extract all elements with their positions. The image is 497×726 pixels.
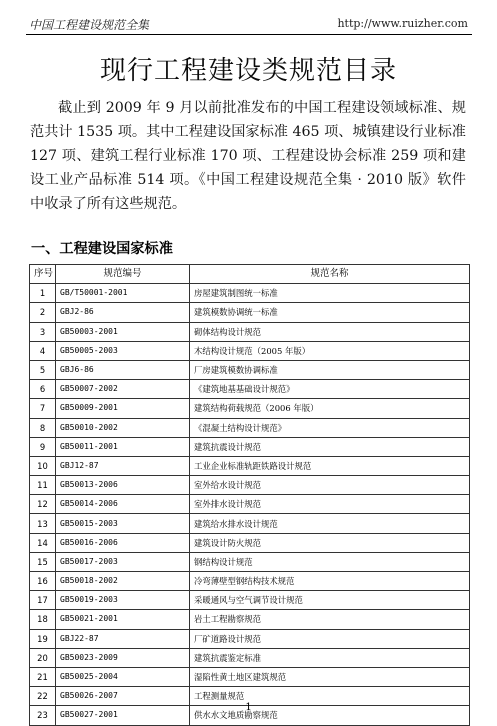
table-row bbox=[30, 322, 470, 341]
standard-code: GB50021-2001 bbox=[56, 610, 190, 629]
row-index: 8 bbox=[30, 418, 56, 437]
header-site-name: 中国工程建设规范全集 bbox=[29, 18, 150, 32]
standard-name: 建筑模数协调统一标准 bbox=[190, 303, 470, 322]
standard-code: GBJ12-87 bbox=[56, 456, 190, 475]
standard-code: GB50027-2001 bbox=[56, 706, 190, 725]
row-index: 3 bbox=[30, 322, 56, 341]
table-row bbox=[30, 456, 470, 475]
row-index: 14 bbox=[30, 533, 56, 552]
standard-name: 室外排水设计规范 bbox=[190, 495, 470, 514]
row-index: 23 bbox=[30, 706, 56, 725]
standard-code: GBJ22-87 bbox=[56, 629, 190, 648]
page-header bbox=[26, 12, 472, 35]
standard-name: 厂矿道路设计规范 bbox=[190, 629, 470, 648]
standard-name: 建筑抗震鉴定标准 bbox=[190, 648, 470, 667]
row-index: 10 bbox=[30, 456, 56, 475]
row-index: 17 bbox=[30, 591, 56, 610]
table-row bbox=[30, 380, 470, 399]
standard-name: 钢结构设计规范 bbox=[190, 552, 470, 571]
standard-code: GB50025-2004 bbox=[56, 667, 190, 686]
standard-code: GB50016-2006 bbox=[56, 533, 190, 552]
standard-name: 冷弯薄壁型钢结构技术规范 bbox=[190, 572, 470, 591]
table-row bbox=[30, 341, 470, 360]
row-index: 21 bbox=[30, 667, 56, 686]
table-row bbox=[30, 610, 470, 629]
standard-name: 工业企业标准轨距铁路设计规范 bbox=[190, 456, 470, 475]
standard-name: 室外给水设计规范 bbox=[190, 476, 470, 495]
standard-code: GB50026-2007 bbox=[56, 687, 190, 706]
page-number: 1 bbox=[245, 702, 252, 713]
standard-code: GB50011-2001 bbox=[56, 437, 190, 456]
standard-name: 岩土工程勘察规范 bbox=[190, 610, 470, 629]
standard-code: GB50015-2003 bbox=[56, 514, 190, 533]
standard-code: GB50005-2003 bbox=[56, 341, 190, 360]
standard-code: GBJ2-86 bbox=[56, 303, 190, 322]
standard-code: GB50019-2003 bbox=[56, 591, 190, 610]
header-url[interactable]: http://www.ruizher.com bbox=[337, 17, 468, 30]
standards-table bbox=[29, 264, 470, 726]
standard-code: GB50023-2009 bbox=[56, 648, 190, 667]
standard-code: GB50009-2001 bbox=[56, 399, 190, 418]
row-index: 18 bbox=[30, 610, 56, 629]
table-row bbox=[30, 552, 470, 571]
intro-paragraph: 截止到 2009 年 9 月以前批准发布的中国工程建设领域标准、规范共计 1535 项。其中工程建设国家标准 465 项、城镇建设行业标准 127 项、建筑工程行业标准 170 项、工程建设协会标准 259 项和建设工业产品标准 514 项。《中国工程建设规范全集 · 2010 版》软件中收录了所有这些规范。 bbox=[30, 100, 466, 212]
row-index: 7 bbox=[30, 399, 56, 418]
table-row bbox=[30, 514, 470, 533]
row-index: 1 bbox=[30, 284, 56, 303]
standard-code: GBJ6-86 bbox=[56, 360, 190, 379]
row-index: 9 bbox=[30, 437, 56, 456]
column-header-index: 序号 bbox=[30, 265, 56, 284]
row-index: 20 bbox=[30, 648, 56, 667]
column-header-code: 规范编号 bbox=[56, 265, 190, 284]
row-index: 13 bbox=[30, 514, 56, 533]
table-row bbox=[30, 533, 470, 552]
standard-code: GB50010-2002 bbox=[56, 418, 190, 437]
table-row bbox=[30, 572, 470, 591]
table-row bbox=[30, 667, 470, 686]
table-row bbox=[30, 648, 470, 667]
row-index: 22 bbox=[30, 687, 56, 706]
table-header-row bbox=[30, 265, 470, 284]
standard-code: GB50014-2006 bbox=[56, 495, 190, 514]
standard-name: 《建筑地基基础设计规范》 bbox=[190, 380, 470, 399]
table-row bbox=[30, 476, 470, 495]
standard-name: 供水水文地质勘察规范 bbox=[190, 706, 470, 725]
table-row bbox=[30, 399, 470, 418]
row-index: 5 bbox=[30, 360, 56, 379]
table-row bbox=[30, 284, 470, 303]
standard-name: 建筑结构荷载规范（2006 年版） bbox=[190, 399, 470, 418]
row-index: 6 bbox=[30, 380, 56, 399]
standard-code: GB50018-2002 bbox=[56, 572, 190, 591]
standard-name: 砌体结构设计规范 bbox=[190, 322, 470, 341]
standard-code: GB50013-2006 bbox=[56, 476, 190, 495]
row-index: 11 bbox=[30, 476, 56, 495]
standard-name: 建筑设计防火规范 bbox=[190, 533, 470, 552]
standard-code: GB50017-2003 bbox=[56, 552, 190, 571]
table-row bbox=[30, 495, 470, 514]
row-index: 2 bbox=[30, 303, 56, 322]
table-row bbox=[30, 591, 470, 610]
table-row bbox=[30, 437, 470, 456]
row-index: 15 bbox=[30, 552, 56, 571]
standard-name: 木结构设计规范（2005 年版） bbox=[190, 341, 470, 360]
column-header-name: 规范名称 bbox=[190, 265, 470, 284]
table-row bbox=[30, 360, 470, 379]
standard-name: 工程测量规范 bbox=[190, 687, 470, 706]
table-body bbox=[30, 284, 470, 725]
table-row bbox=[30, 418, 470, 437]
standard-code: GB50007-2002 bbox=[56, 380, 190, 399]
row-index: 16 bbox=[30, 572, 56, 591]
document-title: 现行工程建设类规范目录 bbox=[99, 56, 397, 86]
standard-name: 采暖通风与空气调节设计规范 bbox=[190, 591, 470, 610]
table-row bbox=[30, 629, 470, 648]
standard-name: 建筑给水排水设计规范 bbox=[190, 514, 470, 533]
standard-name: 房屋建筑制图统一标准 bbox=[190, 284, 470, 303]
standard-code: GB50003-2001 bbox=[56, 322, 190, 341]
standard-name: 建筑抗震设计规范 bbox=[190, 437, 470, 456]
standard-name: 湿陷性黄土地区建筑规范 bbox=[190, 667, 470, 686]
section-heading: 一、工程建设国家标准 bbox=[31, 241, 173, 257]
row-index: 19 bbox=[30, 629, 56, 648]
row-index: 12 bbox=[30, 495, 56, 514]
standard-code: GB/T50001-2001 bbox=[56, 284, 190, 303]
standard-name: 厂房建筑模数协调标准 bbox=[190, 360, 470, 379]
row-index: 4 bbox=[30, 341, 56, 360]
table-row bbox=[30, 303, 470, 322]
standard-name: 《混凝土结构设计规范》 bbox=[190, 418, 470, 437]
